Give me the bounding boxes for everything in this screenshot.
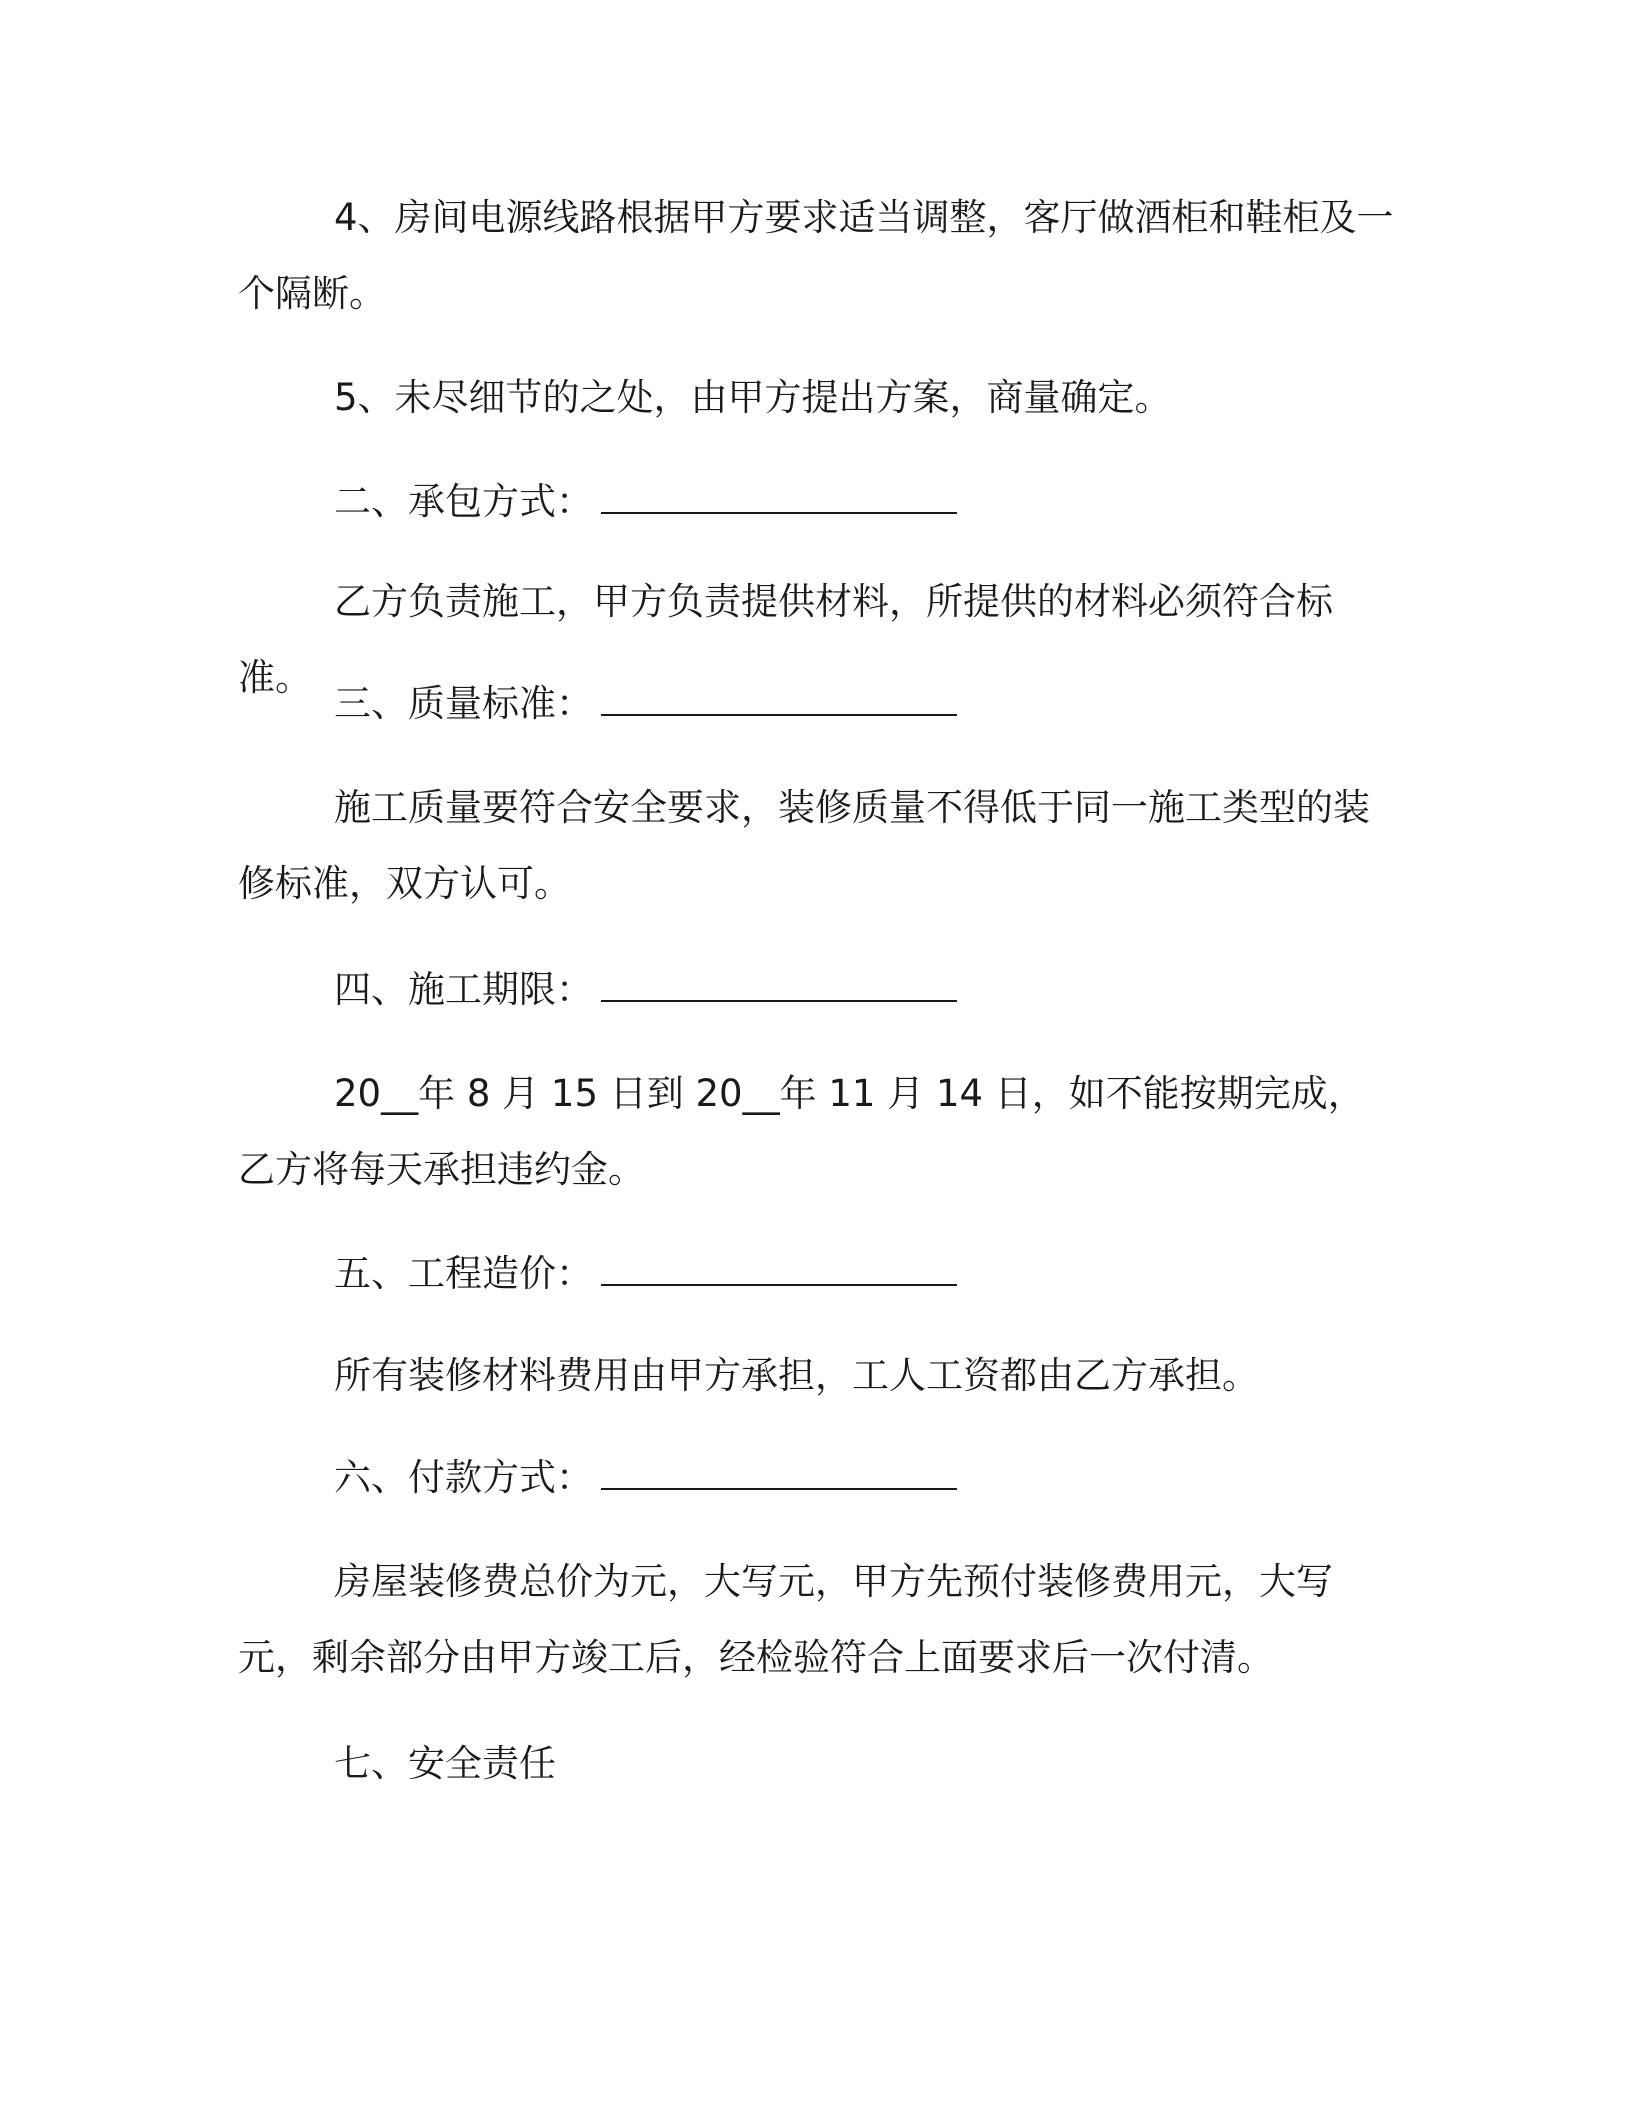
heading-text: 四、施工期限： bbox=[334, 968, 593, 1011]
paragraph-text: 5、未尽细节的之处，由甲方提出方案，商量确定。 bbox=[334, 376, 1172, 419]
section-heading-quality-standard bbox=[238, 666, 1398, 742]
fill-in-blank bbox=[601, 1458, 957, 1490]
paragraph-payment-method bbox=[238, 1544, 1398, 1696]
section-heading-construction-period bbox=[238, 952, 1398, 1028]
heading-text: 五、工程造价： bbox=[334, 1252, 593, 1295]
fill-in-blank bbox=[601, 970, 957, 1002]
paragraph-text: 施工质量要符合安全要求，装修质量不得低于同一施工类型的装修标准，双方认可。 bbox=[238, 786, 1370, 905]
paragraph-text: 乙方负责施工，甲方负责提供材料，所提供的材料必须符合标准。 bbox=[238, 580, 1333, 699]
section-heading-safety-responsibility bbox=[238, 1726, 1398, 1802]
paragraph-text: 20__年 8 月 15 日到 20__年 11 月 14 日，如不能按期完成，乙方将每天承担违约金。 bbox=[238, 1072, 1365, 1191]
heading-text: 七、安全责任 bbox=[334, 1742, 556, 1785]
section-heading-payment-method bbox=[238, 1440, 1398, 1516]
paragraph-item-4 bbox=[238, 180, 1398, 332]
fill-in-blank bbox=[601, 1254, 957, 1286]
paragraph-text: 所有装修材料费用由甲方承担，工人工资都由乙方承担。 bbox=[334, 1354, 1259, 1397]
paragraph-text: 房屋装修费总价为元，大写元，甲方先预付装修费用元，大写元，剩余部分由甲方竣工后，经检验符合上面要求后一次付清。 bbox=[238, 1560, 1333, 1679]
paragraph-construction-period bbox=[238, 1056, 1398, 1208]
paragraph-quality-standard bbox=[238, 770, 1398, 922]
heading-text: 三、质量标准： bbox=[334, 682, 593, 725]
paragraph-project-cost bbox=[238, 1338, 1398, 1414]
section-heading-project-cost bbox=[238, 1236, 1398, 1312]
paragraph-text: 4、房间电源线路根据甲方要求适当调整，客厅做酒柜和鞋柜及一个隔断。 bbox=[238, 196, 1394, 315]
paragraph-item-5 bbox=[238, 360, 1398, 436]
heading-text: 六、付款方式： bbox=[334, 1456, 593, 1499]
fill-in-blank bbox=[601, 482, 957, 514]
section-heading-contract-method bbox=[238, 464, 1398, 540]
fill-in-blank bbox=[601, 684, 957, 716]
heading-text: 二、承包方式： bbox=[334, 480, 593, 523]
